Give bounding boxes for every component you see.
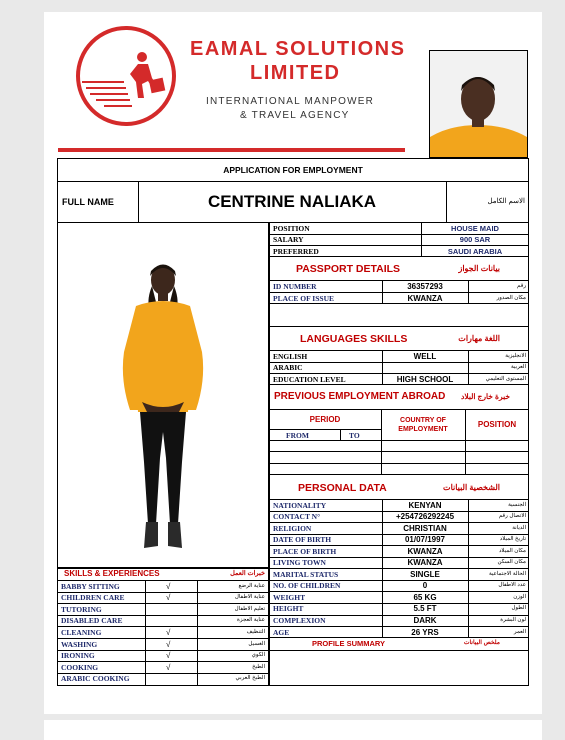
passport-title-arabic: بيانات الجواز: [458, 264, 500, 273]
position-row-label: PREFERRED: [273, 246, 319, 256]
skill-row-arabic: عناية الرضع: [238, 582, 265, 589]
company-tagline-line2: & TRAVEL AGENCY: [240, 110, 350, 121]
full-body-photo: [106, 262, 218, 552]
personal-row-value: 65 KG: [413, 592, 437, 602]
language-row-arabic: المستوى التعليمي: [485, 375, 526, 382]
company-logo: [68, 24, 184, 128]
language-row-value: WELL: [413, 351, 437, 361]
divider: [269, 650, 529, 651]
skill-row-label: WASHING: [61, 639, 98, 649]
full-name-label: FULL NAME: [62, 197, 114, 207]
form-title: APPLICATION FOR EMPLOYMENT: [223, 165, 363, 175]
personal-data-title: PERSONAL DATA: [298, 482, 387, 494]
to-header: TO: [349, 431, 360, 440]
personal-row-arabic: الوزن: [513, 593, 526, 600]
personal-row-label: CONTACT N°: [273, 512, 321, 522]
skill-row-arabic: تعليم الاطفال: [234, 605, 265, 612]
personal-row-label: WEIGHT: [273, 592, 306, 602]
divider: [269, 326, 529, 327]
skill-row-arabic: الغسيل: [248, 640, 265, 647]
personal-row-label: LIVING TOWN: [273, 558, 326, 568]
personal-row-value: KENYAN: [408, 500, 442, 510]
previous-employment-title-arabic: خبرة خارج البلاد: [461, 392, 510, 401]
country-header-line1: COUNTRY OF: [400, 417, 446, 424]
skill-checkmark: √: [166, 662, 171, 672]
skill-row-label: BABBY SITTING: [61, 581, 120, 591]
personal-row-arabic: عدد الاطفال: [498, 582, 526, 589]
position-row-value: 900 SAR: [459, 235, 491, 245]
divider: [197, 580, 198, 686]
skills-title-arabic: خبرات العمل: [230, 570, 265, 577]
personal-row-value: 0: [422, 581, 428, 591]
personal-row-value: KWANZA: [407, 546, 443, 556]
personal-row-value: 5.5 FT: [413, 604, 437, 614]
personal-row-arabic: الجنسية: [508, 501, 526, 508]
personal-row-label: AGE: [273, 627, 290, 637]
period-header: PERIOD: [309, 415, 341, 424]
personal-row-arabic: الحالة الاجتماعية: [488, 570, 526, 577]
personal-row-label: RELIGION: [273, 523, 312, 533]
personal-row-arabic: لون البشرة: [500, 617, 526, 623]
divider: [145, 580, 146, 686]
personal-row-value: KWANZA: [407, 558, 443, 568]
personal-data-title-arabic: الشخصية البيانات: [443, 483, 500, 492]
skill-checkmark: √: [166, 651, 171, 661]
personal-row-label: MARITAL STATUS: [273, 569, 339, 579]
passport-row-value: 36357293: [407, 281, 443, 291]
language-row-arabic: الانجليزية: [505, 352, 526, 359]
passport-row-arabic: مكان الصدور: [496, 294, 526, 301]
skill-row-label: IRONING: [61, 651, 95, 661]
personal-row-arabic: مكان السكن: [497, 559, 526, 566]
divider: [340, 429, 341, 440]
skills-title: SKILLS & EXPERIENCES: [64, 569, 160, 578]
profile-summary-title: PROFILE SUMMARY: [312, 639, 386, 648]
personal-row-label: NO. OF CHILDREN: [273, 581, 341, 591]
skill-row-label: ARABIC COOKING: [61, 674, 130, 684]
from-header: FROM: [286, 431, 309, 440]
passport-row-label: PLACE OF ISSUE: [273, 293, 334, 303]
skill-checkmark: √: [166, 627, 171, 637]
skill-row-arabic: الكوي: [251, 652, 265, 659]
personal-row-arabic: الديانة: [512, 524, 526, 531]
personal-row-label: PLACE OF BIRTH: [273, 546, 337, 556]
passport-row-label: ID NUMBER: [273, 281, 317, 291]
languages-title-arabic: اللغة مهارات: [458, 334, 500, 343]
skill-row-arabic: الطبخ العربي: [235, 675, 265, 682]
personal-row-arabic: تاريخ الميلاد: [499, 536, 526, 543]
company-name-line2: LIMITED: [250, 62, 341, 84]
personal-row-value: +254726292245: [395, 512, 455, 522]
position-header: POSITION: [477, 420, 517, 429]
next-page: [44, 720, 542, 740]
passport-row-value: KWANZA: [407, 293, 443, 303]
personal-row-value: SINGLE: [410, 569, 440, 579]
skill-row-arabic: عناية العجزة: [237, 617, 265, 624]
skill-row-label: DISABLED CARE: [61, 616, 123, 626]
company-tagline-line1: INTERNATIONAL MANPOWER: [206, 96, 375, 107]
country-header-line2: EMPLOYMENT: [398, 426, 448, 433]
divider: [468, 350, 469, 385]
divider: [269, 429, 381, 430]
skill-checkmark: √: [166, 593, 171, 603]
personal-row-value: DARK: [413, 616, 437, 625]
divider: [269, 463, 529, 464]
skill-row-label: COOKING: [61, 662, 99, 672]
position-row-value: HOUSE MAID: [451, 223, 499, 233]
languages-title: LANGUAGES SKILLS: [300, 333, 408, 345]
language-row-label: ARABIC: [273, 363, 303, 373]
personal-row-arabic: الاتصال رقم: [498, 513, 526, 520]
personal-row-arabic: مكان الميلاد: [498, 547, 526, 554]
profile-summary-arabic: ملخص البيانات: [463, 640, 500, 646]
skill-checkmark: √: [166, 581, 171, 591]
skill-row-label: CHILDREN CARE: [61, 593, 125, 603]
header-red-rule: [58, 148, 405, 152]
personal-row-arabic: العمر: [513, 628, 526, 635]
passport-photo: [429, 50, 528, 158]
position-row-label: POSITION: [273, 223, 310, 233]
language-row-value: HIGH SCHOOL: [396, 374, 454, 384]
language-row-label: ENGLISH: [273, 351, 308, 361]
country-header: [381, 416, 465, 434]
skill-row-arabic: عناية الاطفال: [234, 594, 265, 601]
full-name-value: CENTRINE NALIAKA: [207, 192, 377, 211]
skill-checkmark: √: [166, 639, 171, 649]
passport-title: PASSPORT DETAILS: [296, 263, 401, 275]
divider: [465, 409, 466, 475]
personal-row-label: HEIGHT: [273, 604, 304, 614]
passport-row-arabic: رقم: [517, 282, 526, 289]
divider: [269, 440, 529, 441]
personal-row-value: CHRISTIAN: [403, 523, 447, 533]
divider: [446, 181, 447, 223]
position-row-value: SAUDI ARABIA: [447, 246, 503, 256]
previous-employment-title: PREVIOUS EMPLOYMENT ABROAD: [274, 391, 446, 402]
position-row-label: SALARY: [273, 235, 304, 245]
full-name-arabic: الاسم الكامل: [487, 198, 525, 205]
language-row-arabic: العربية: [510, 364, 526, 371]
skill-row-arabic: التنظيف: [246, 628, 265, 635]
personal-row-value: 26 YRS: [411, 627, 439, 637]
personal-row-arabic: الطول: [511, 605, 526, 612]
language-row-label: EDUCATION LEVEL: [273, 374, 346, 384]
divider: [269, 451, 529, 452]
company-name-line1: EAMAL SOLUTIONS: [190, 38, 406, 60]
personal-row-label: COMPLEXION: [273, 616, 326, 625]
skill-row-arabic: الطبخ: [252, 663, 265, 670]
personal-row-value: 01/07/1997: [404, 535, 446, 545]
skill-row-label: TUTORING: [61, 604, 102, 614]
personal-row-label: NATIONALITY: [273, 500, 327, 510]
skill-row-label: CLEANING: [61, 627, 102, 637]
personal-row-label: DATE OF BIRTH: [273, 535, 332, 545]
